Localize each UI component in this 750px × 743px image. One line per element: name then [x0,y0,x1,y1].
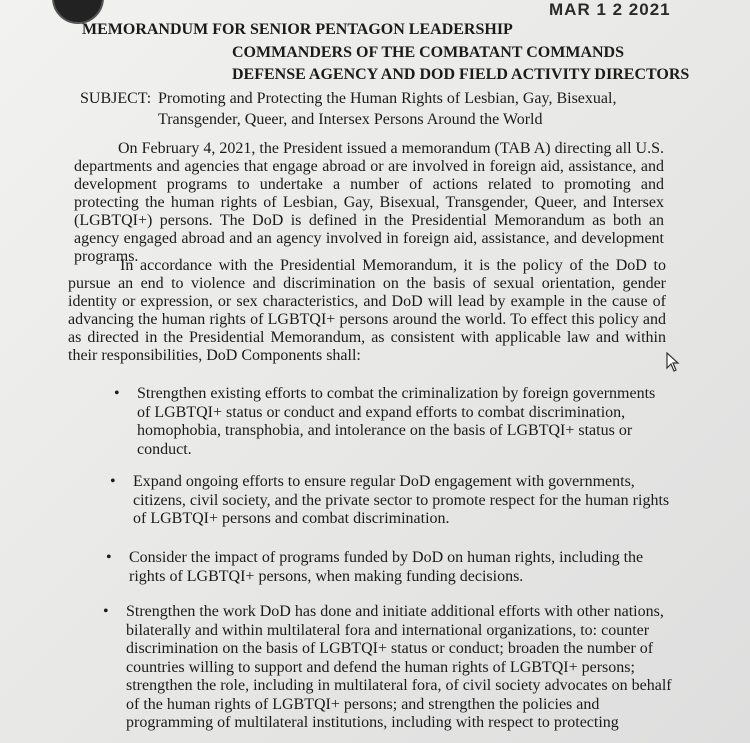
list-item: Expand ongoing efforts to ensure regular DoD engagement with governments, citizens, civil society, and the private sector to promote respect for the human rights of LGBTQI+ persons and combat discrimination. [133,473,670,527]
bullet-icon: • [103,603,109,620]
list-item: Consider the impact of programs funded by DoD on human rights, including the rights of LGBTQI+ persons, when making funding decisions. [129,549,644,585]
subject-line: Promoting and Protecting the Human Rights of Lesbian, Gay, Bisexual, [158,90,617,107]
list-item: Strengthen existing efforts to combat the criminalization by foreign governments of LGBTQI+ status or conduct and expand efforts to combat discrimination, homophobia, transphobia, and intolerance on the basis of LGBTQI+ status or conduct. [137,385,656,458]
recipient-line: DEFENSE AGENCY AND DOD FIELD ACTIVITY DIRECTORS [232,66,690,83]
date-stamp: MAR 1 2 2021 [549,0,671,19]
body-paragraph: In accordance with the Presidential Memorandum, it is the policy of the DoD to pursue an end to violence and discrimination on the basis of sexual orientation, gender identity or expression, or sex characteristics, and DoD will lead by example in the cause of advancing the human rights of LGBTQI+ persons around the world. To effect this policy and as directed in the Presidential Memorandum, as consistent with applicable law and within their responsibilities, DoD Components shall: [68,257,666,364]
bullet-icon: • [110,473,116,490]
list-item: Strengthen the work DoD has done and initiate additional efforts with other nations, bilaterally and within multilateral fora and international organizations, to: counter discrimination on the basis of LGBTQI+ status or conduct; broaden the number of countries willing to support and defend the human rights of LGBTQI+ persons; strengthen the role, including in multilateral fora, of civil society advocates on behalf of the human rights of LGBTQI+ persons; and strengthen the policies and programming of multilateral institutions, including with respect to protecting [126,603,672,731]
bullet-icon: • [114,385,120,402]
mouse-cursor-icon [666,352,680,372]
subject-line: Transgender, Queer, and Intersex Persons Around the World [158,111,543,128]
subject-label: SUBJECT: [80,90,152,107]
recipient-line: COMMANDERS OF THE COMBATANT COMMANDS [232,44,624,61]
body-paragraph: On February 4, 2021, the President issued a memorandum (TAB A) directing all U.S. departments and agencies that engage abroad or are involved in foreign aid, assistance, and development programs to undertake a number of actions related to promoting and protecting the human rights of Lesbian, Gay, Bisexual, Transgender, Queer, and Intersex (LGBTQI+) persons. The DoD is defined in the Presidential Memorandum as both an agency engaged abroad and an agency involved in foreign aid, assistance, and development programs. [74,140,664,265]
memo-for-line: MEMORANDUM FOR SENIOR PENTAGON LEADERSHIP [82,21,513,38]
bullet-icon: • [106,549,112,566]
